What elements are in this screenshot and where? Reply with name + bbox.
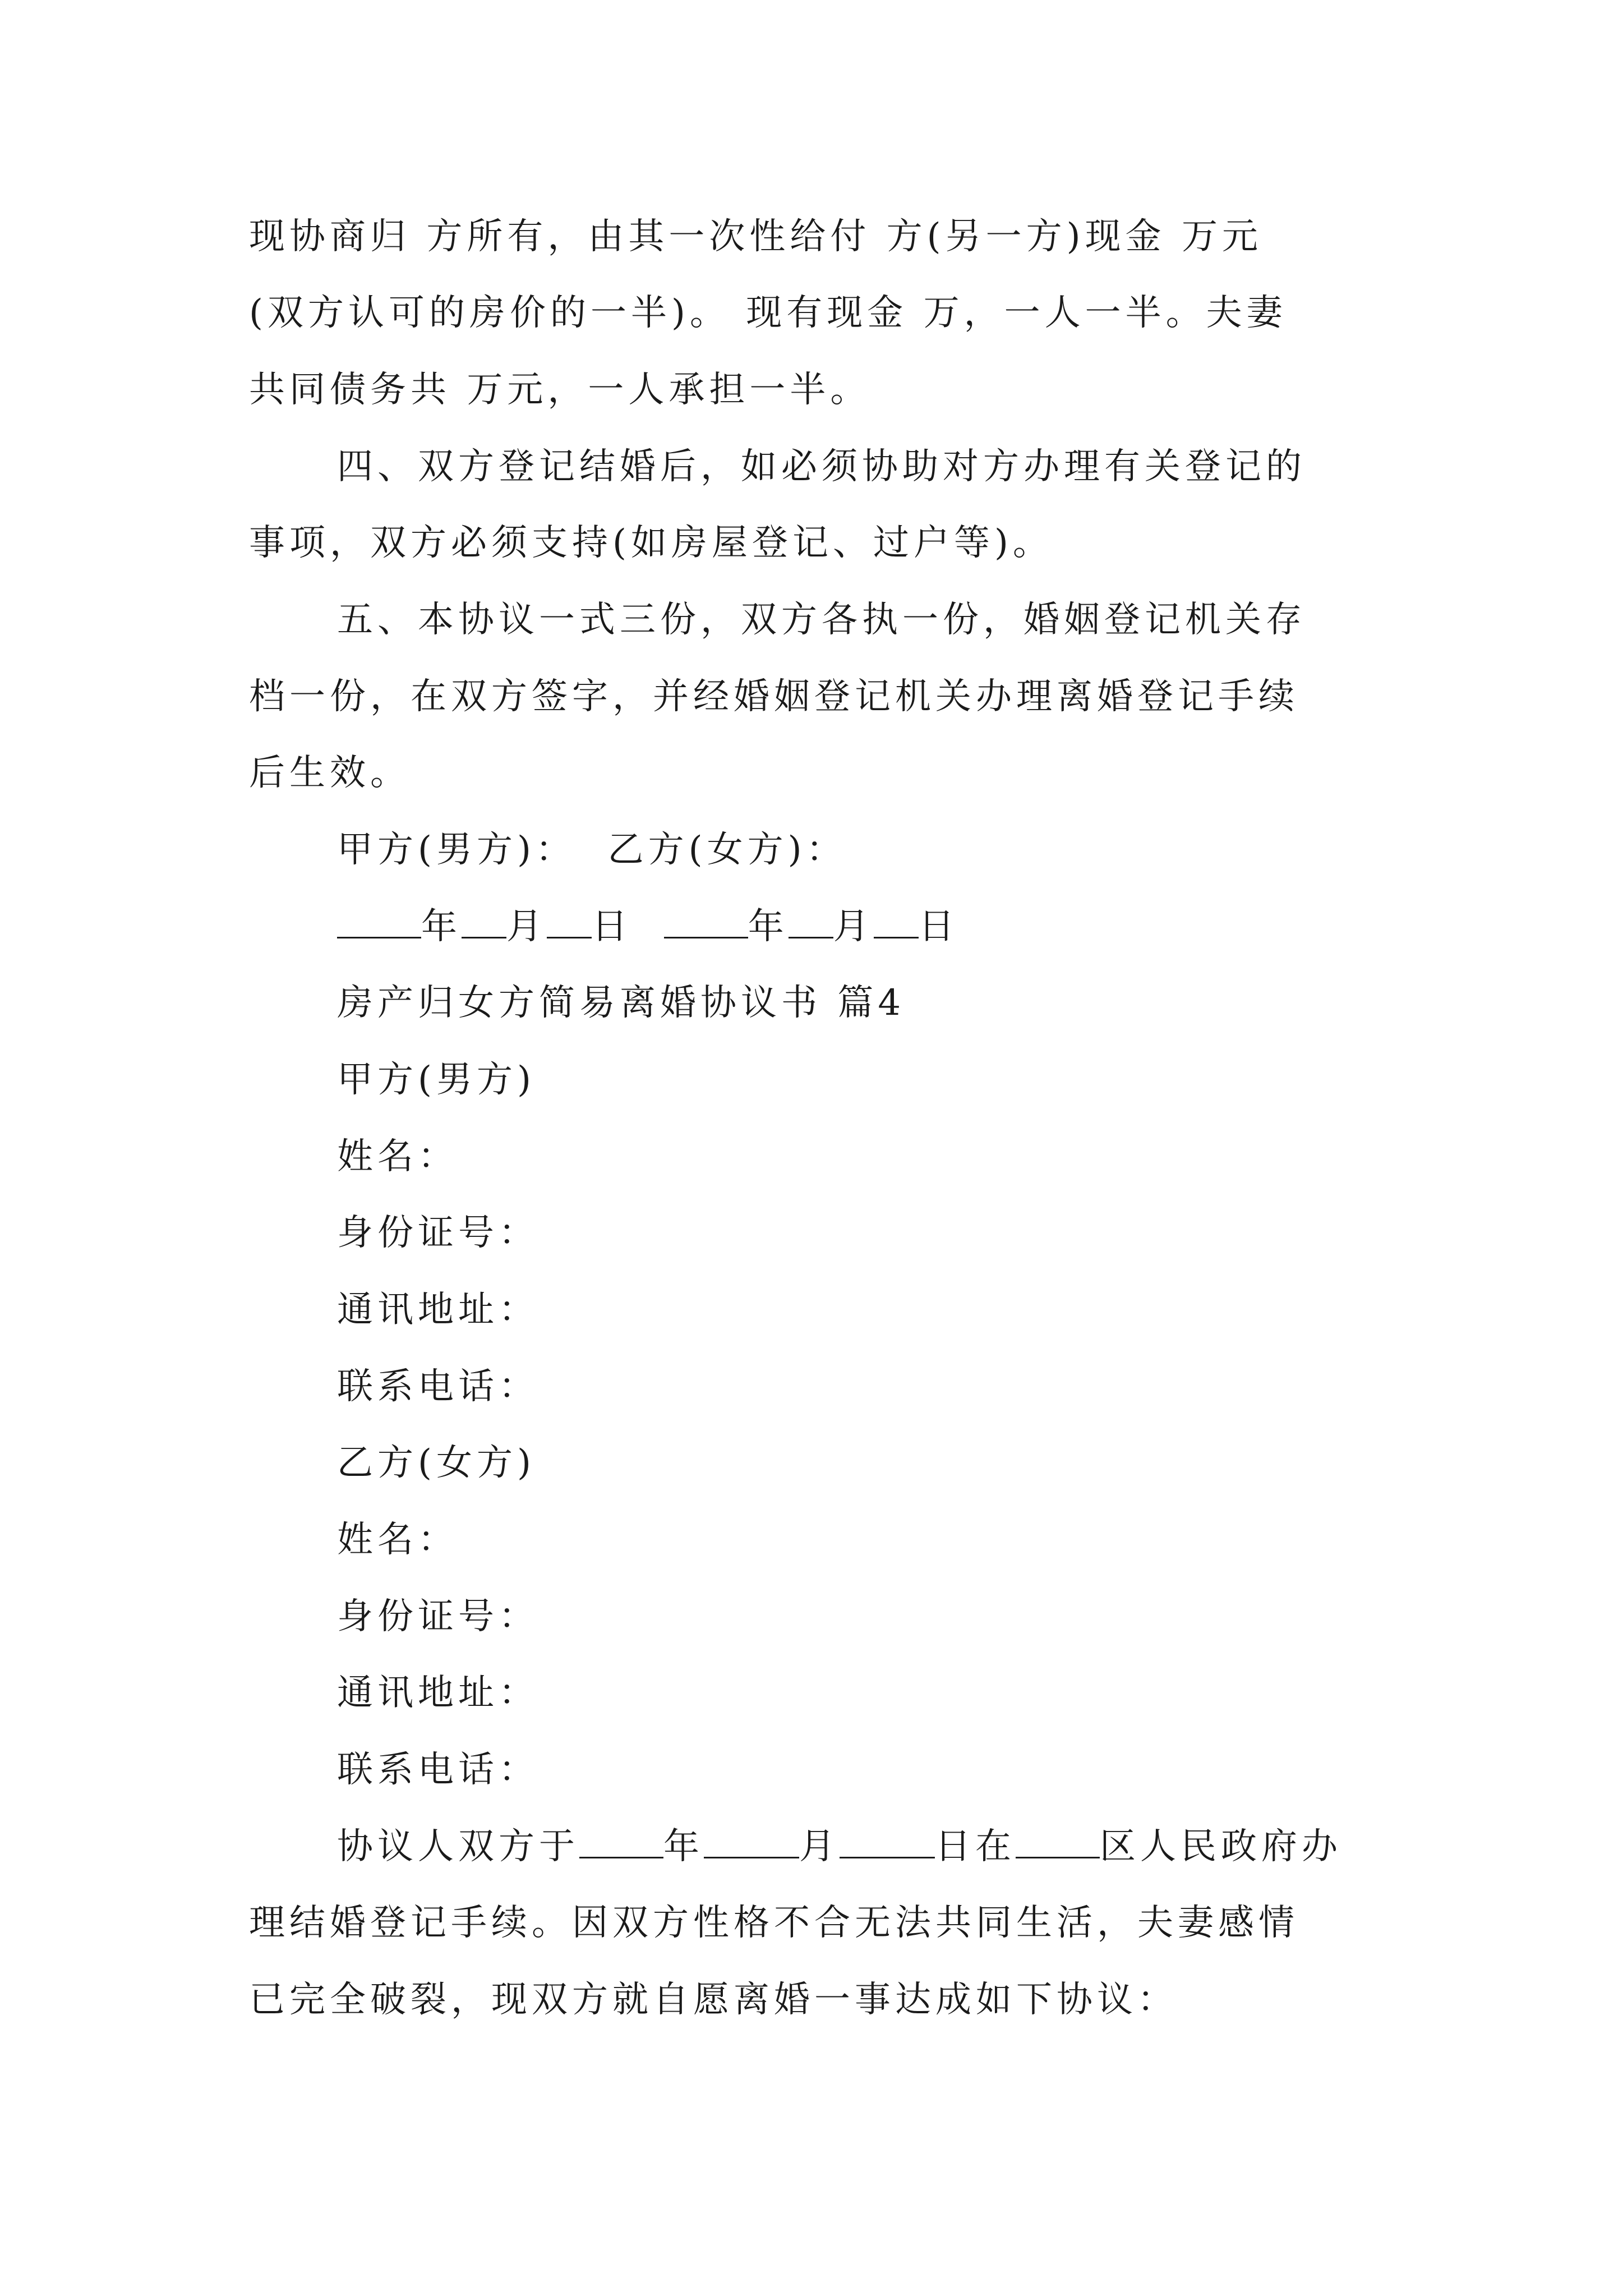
paragraph-line: 事项，双方必须支持(如房屋登记、过户等)。 xyxy=(249,522,1053,564)
name-label: 姓名： xyxy=(337,1519,458,1561)
month-label: 月 xyxy=(833,906,874,947)
phone-label: 联系电话： xyxy=(337,1366,539,1407)
day-blank xyxy=(874,905,919,938)
year-blank xyxy=(664,905,748,938)
section-title: 房产归女方简易离婚协议书 篇4 xyxy=(337,982,906,1024)
month-label: 月 xyxy=(799,1826,840,1867)
address-label: 通讯地址： xyxy=(337,1672,539,1714)
id-label: 身份证号： xyxy=(337,1596,539,1637)
paragraph-line: 已完全破裂，现双方就自愿离婚一事达成如下协议： xyxy=(249,1979,1178,2021)
name-label: 姓名： xyxy=(337,1136,458,1177)
party-a-heading: 甲方(男方) xyxy=(337,1059,536,1101)
year-blank xyxy=(337,905,421,938)
paragraph-line: 现协商归 方所有，由其一次性给付 方(另一方)现金 万元 xyxy=(249,216,1262,257)
agreement-line xyxy=(337,1824,1342,1869)
month-blank xyxy=(789,905,833,938)
day-label: 日在 xyxy=(935,1826,1016,1867)
paragraph-line: 理结婚登记手续。因双方性格不合无法共同生活，夫妻感情 xyxy=(249,1902,1299,1944)
agreement-prefix: 协议人双方于 xyxy=(337,1826,579,1867)
day-label: 日 xyxy=(592,906,632,947)
year-label: 年 xyxy=(663,1826,704,1867)
year-blank xyxy=(579,1825,663,1858)
id-label: 身份证号： xyxy=(337,1212,539,1254)
paragraph-line: 四、双方登记结婚后，如必须协助对方办理有关登记的 xyxy=(337,446,1306,487)
month-blank xyxy=(704,1825,799,1858)
address-label: 通讯地址： xyxy=(337,1289,539,1331)
year-label: 年 xyxy=(748,906,789,947)
party-b-heading: 乙方(女方) xyxy=(337,1442,536,1484)
phone-label: 联系电话： xyxy=(337,1749,539,1791)
date-line xyxy=(337,904,959,949)
district-blank xyxy=(1016,1825,1100,1858)
paragraph-line: 档一份，在双方签字，并经婚姻登记机关办理离婚登记手续 xyxy=(249,676,1299,717)
year-label: 年 xyxy=(421,906,462,947)
day-label: 日 xyxy=(918,906,959,947)
day-blank xyxy=(840,1825,935,1858)
paragraph-line: 五、本协议一式三份，双方各执一份，婚姻登记机关存 xyxy=(337,599,1306,641)
signature-line: 甲方(男方)： 乙方(女方)： xyxy=(337,829,847,871)
paragraph-line: 共同债务共 万元，一人承担一半。 xyxy=(249,369,871,411)
day-blank xyxy=(547,905,592,938)
month-label: 月 xyxy=(506,906,547,947)
paragraph-line: (双方认可的房价的一半)。 现有现金 万，一人一半。夫妻 xyxy=(249,292,1287,334)
agreement-suffix: 区人民政府办 xyxy=(1100,1826,1342,1867)
paragraph-line: 后生效。 xyxy=(249,752,411,794)
month-blank xyxy=(462,905,506,938)
